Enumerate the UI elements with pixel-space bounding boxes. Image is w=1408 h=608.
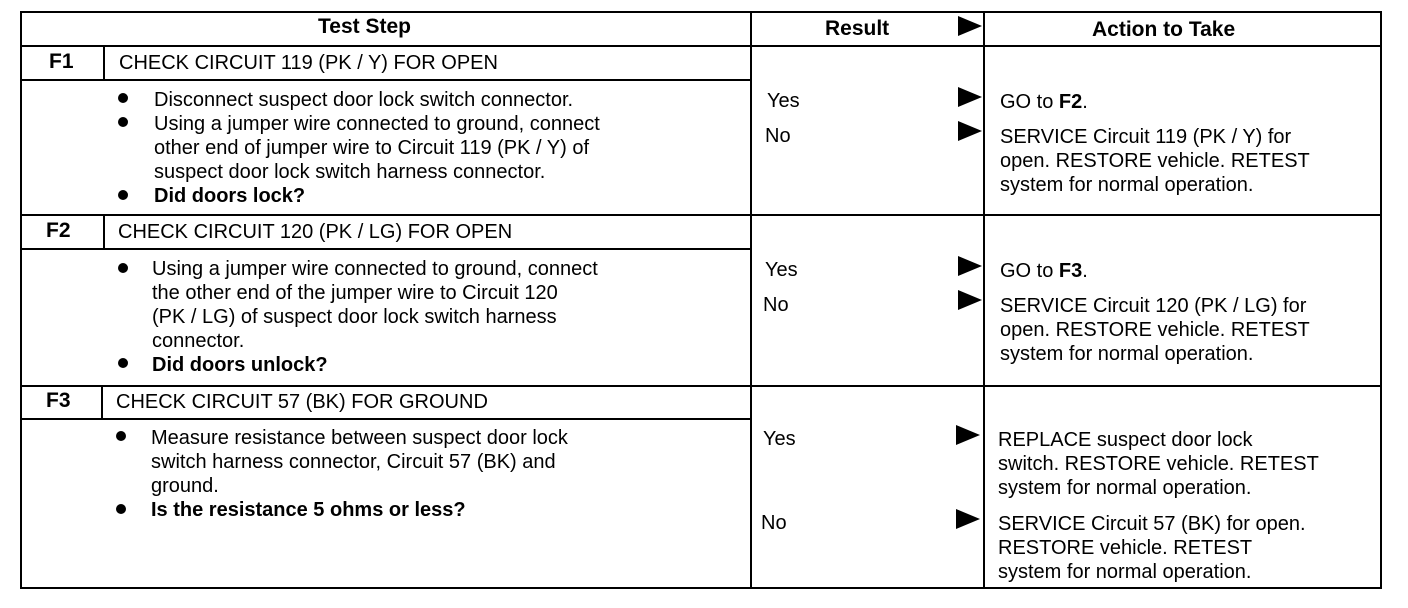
step-title: CHECK CIRCUIT 120 (PK / LG) FOR OPEN	[118, 221, 513, 243]
step-question: Did doors lock?	[154, 185, 306, 207]
step-instruction: Measure resistance between suspect door lock	[151, 427, 568, 449]
yes-action-suffix: .	[1082, 91, 1088, 113]
f2-row-divider	[20, 385, 1382, 387]
action-column-divider	[983, 11, 985, 589]
yes-action: switch. RESTORE vehicle. RETEST	[998, 453, 1319, 475]
result-arrow-icon	[958, 87, 982, 107]
f2-title-divider	[20, 248, 752, 250]
result-yes: Yes	[765, 259, 798, 281]
f1-id-divider	[103, 45, 105, 80]
result-column-divider	[750, 11, 752, 589]
no-action: system for normal operation.	[1000, 174, 1254, 196]
bullet-icon	[118, 263, 128, 273]
step-instruction: ground.	[151, 475, 219, 497]
step-question: Is the resistance 5 ohms or less?	[151, 499, 466, 521]
step-title: CHECK CIRCUIT 57 (BK) FOR GROUND	[116, 391, 488, 413]
result-yes: Yes	[767, 90, 800, 112]
header-divider	[20, 45, 1382, 47]
header-action: Action to Take	[1092, 18, 1236, 41]
yes-action: system for normal operation.	[998, 477, 1252, 499]
no-action: RESTORE vehicle. RETEST	[998, 537, 1253, 559]
step-instruction: other end of jumper wire to Circuit 119 (PK / Y) of	[154, 137, 590, 159]
bullet-icon	[116, 431, 126, 441]
f3-title-divider	[20, 418, 752, 420]
step-instruction: Disconnect suspect door lock switch connector.	[154, 89, 574, 111]
yes-action-suffix: .	[1082, 260, 1088, 282]
result-no: No	[765, 125, 791, 147]
step-title: CHECK CIRCUIT 119 (PK / Y) FOR OPEN	[119, 52, 498, 74]
f2-id-divider	[103, 214, 105, 249]
step-question: Did doors unlock?	[152, 354, 328, 376]
bullet-icon	[116, 504, 126, 514]
result-arrow-icon	[958, 121, 982, 141]
header-arrow-icon	[958, 16, 982, 36]
no-action: SERVICE Circuit 119 (PK / Y) for	[1000, 126, 1292, 148]
yes-action-prefix: GO to	[1000, 91, 1059, 113]
f3-id-divider	[101, 385, 103, 419]
bullet-icon	[118, 117, 128, 127]
result-yes: Yes	[763, 428, 796, 450]
result-arrow-icon	[958, 256, 982, 276]
step-id: F1	[49, 50, 74, 73]
result-arrow-icon	[956, 509, 980, 529]
yes-action-target: F2	[1058, 91, 1083, 113]
yes-action: REPLACE suspect door lock	[998, 429, 1253, 451]
no-action: open. RESTORE vehicle. RETEST	[1000, 150, 1310, 172]
result-arrow-icon	[958, 290, 982, 310]
bullet-icon	[118, 358, 128, 368]
result-no: No	[761, 512, 787, 534]
step-instruction: suspect door lock switch harness connector.	[154, 161, 546, 183]
header-test-step: Test Step	[318, 15, 411, 38]
step-instruction: Using a jumper wire connected to ground, connect	[154, 113, 600, 135]
result-arrow-icon	[956, 425, 980, 445]
step-id: F3	[46, 389, 71, 412]
f1-row-divider	[20, 214, 1382, 216]
yes-action-target: F3	[1058, 260, 1083, 282]
header-result: Result	[825, 17, 890, 40]
no-action: SERVICE Circuit 57 (BK) for open.	[998, 513, 1306, 535]
step-instruction: the other end of the jumper wire to Circuit 120	[152, 282, 558, 304]
yes-action	[1000, 259, 1088, 283]
no-action: open. RESTORE vehicle. RETEST	[1000, 319, 1310, 341]
bullet-icon	[118, 93, 128, 103]
step-instruction: Using a jumper wire connected to ground, connect	[152, 258, 598, 280]
step-instruction: (PK / LG) of suspect door lock switch harness	[152, 306, 557, 328]
no-action: system for normal operation.	[998, 561, 1252, 583]
bullet-icon	[118, 190, 128, 200]
no-action: SERVICE Circuit 120 (PK / LG) for	[1000, 295, 1307, 317]
no-action: system for normal operation.	[1000, 343, 1254, 365]
yes-action	[1000, 90, 1088, 114]
result-no: No	[763, 294, 789, 316]
step-instruction: connector.	[152, 330, 245, 352]
step-instruction: switch harness connector, Circuit 57 (BK) and	[151, 451, 556, 473]
yes-action-prefix: GO to	[1000, 260, 1059, 282]
f1-title-divider	[20, 79, 752, 81]
step-id: F2	[46, 219, 71, 242]
